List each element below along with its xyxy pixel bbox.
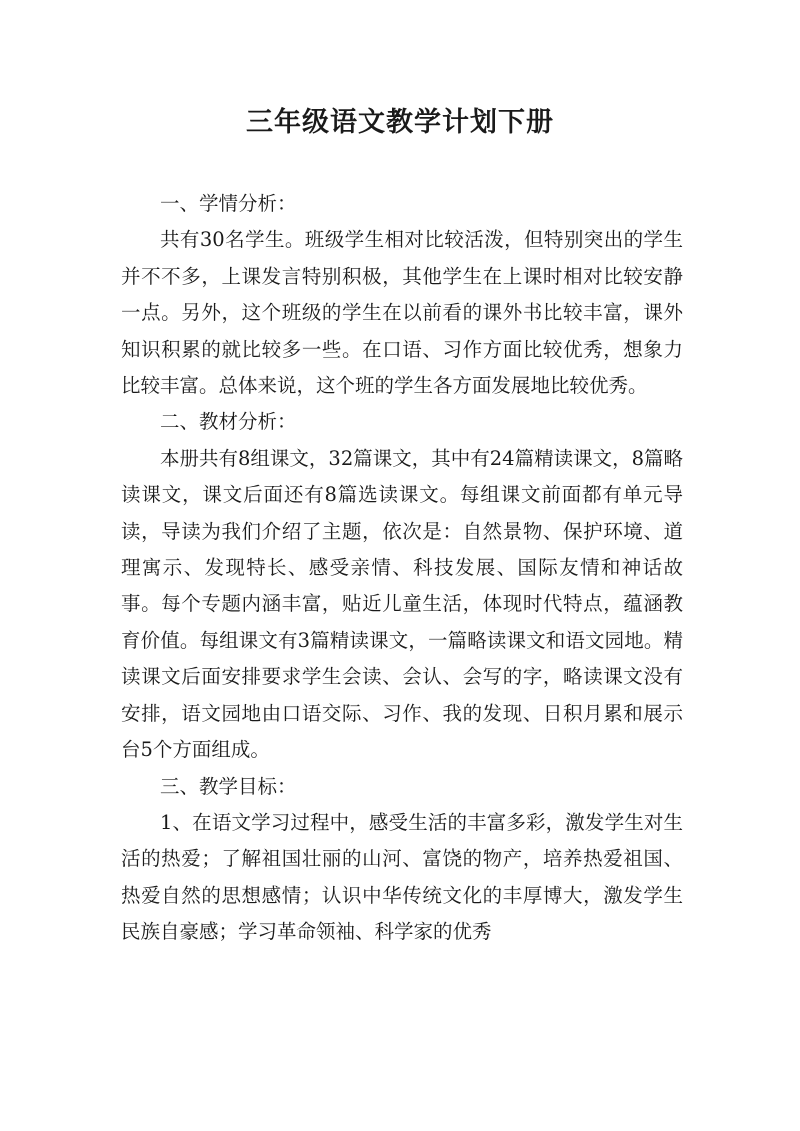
document-body [121,186,683,951]
document-title: 三年级语文教学计划下册 [246,107,554,138]
paragraph-teaching-goal-1: 1、在语文学习过程中，感受生活的丰富多彩，激发学生对生活的热爱；了解祖国壮丽的山河、富饶的物产，培养热爱祖国、热爱自然的思想感情；认识中华传统文化的丰厚博大，激发学生民族自豪感；学习革命领袖、科学家的优秀 [121,810,683,944]
section-heading-student-analysis: 一、学情分析： [160,192,297,215]
section-heading-teaching-goals: 三、教学目标： [160,774,297,798]
paragraph-student-analysis: 共有30名学生。班级学生相对比较活泼，但特别突出的学生并不不多，上课发言特别积极，其他学生在上课时相对比较安静一点。另外，这个班级的学生在以前看的课外书比较丰富，课外知识积累的就比较多一些。在口语、习作方面比较优秀，想象力比较丰富。总体来说，这个班的学生各方面发展地比较优秀。 [121,228,683,398]
section-heading-textbook-analysis: 二、教材分析： [160,410,297,434]
paragraph-textbook-analysis: 本册共有8组课文，32篇课文，其中有24篇精读课文，8篇略读课文，课文后面还有8篇选读课文。每组课文前面都有单元导读，导读为我们介绍了主题，依次是：自然景物、保护环境、道理寓示、发现特长、感受亲情、科技发展、国际友情和神话故事。每个专题内涵丰富，贴近儿童生活，体现时代特点，蕴涵教育价值。每组课文有3篇精读课文，一篇略读课文和语文园地。精读课文后面安排要求学生会读、会认、会写的字，略读课文没有安排，语文园地由口语交际、习作、我的发现、日积月累和展示台5个方面组成。 [121,446,683,762]
